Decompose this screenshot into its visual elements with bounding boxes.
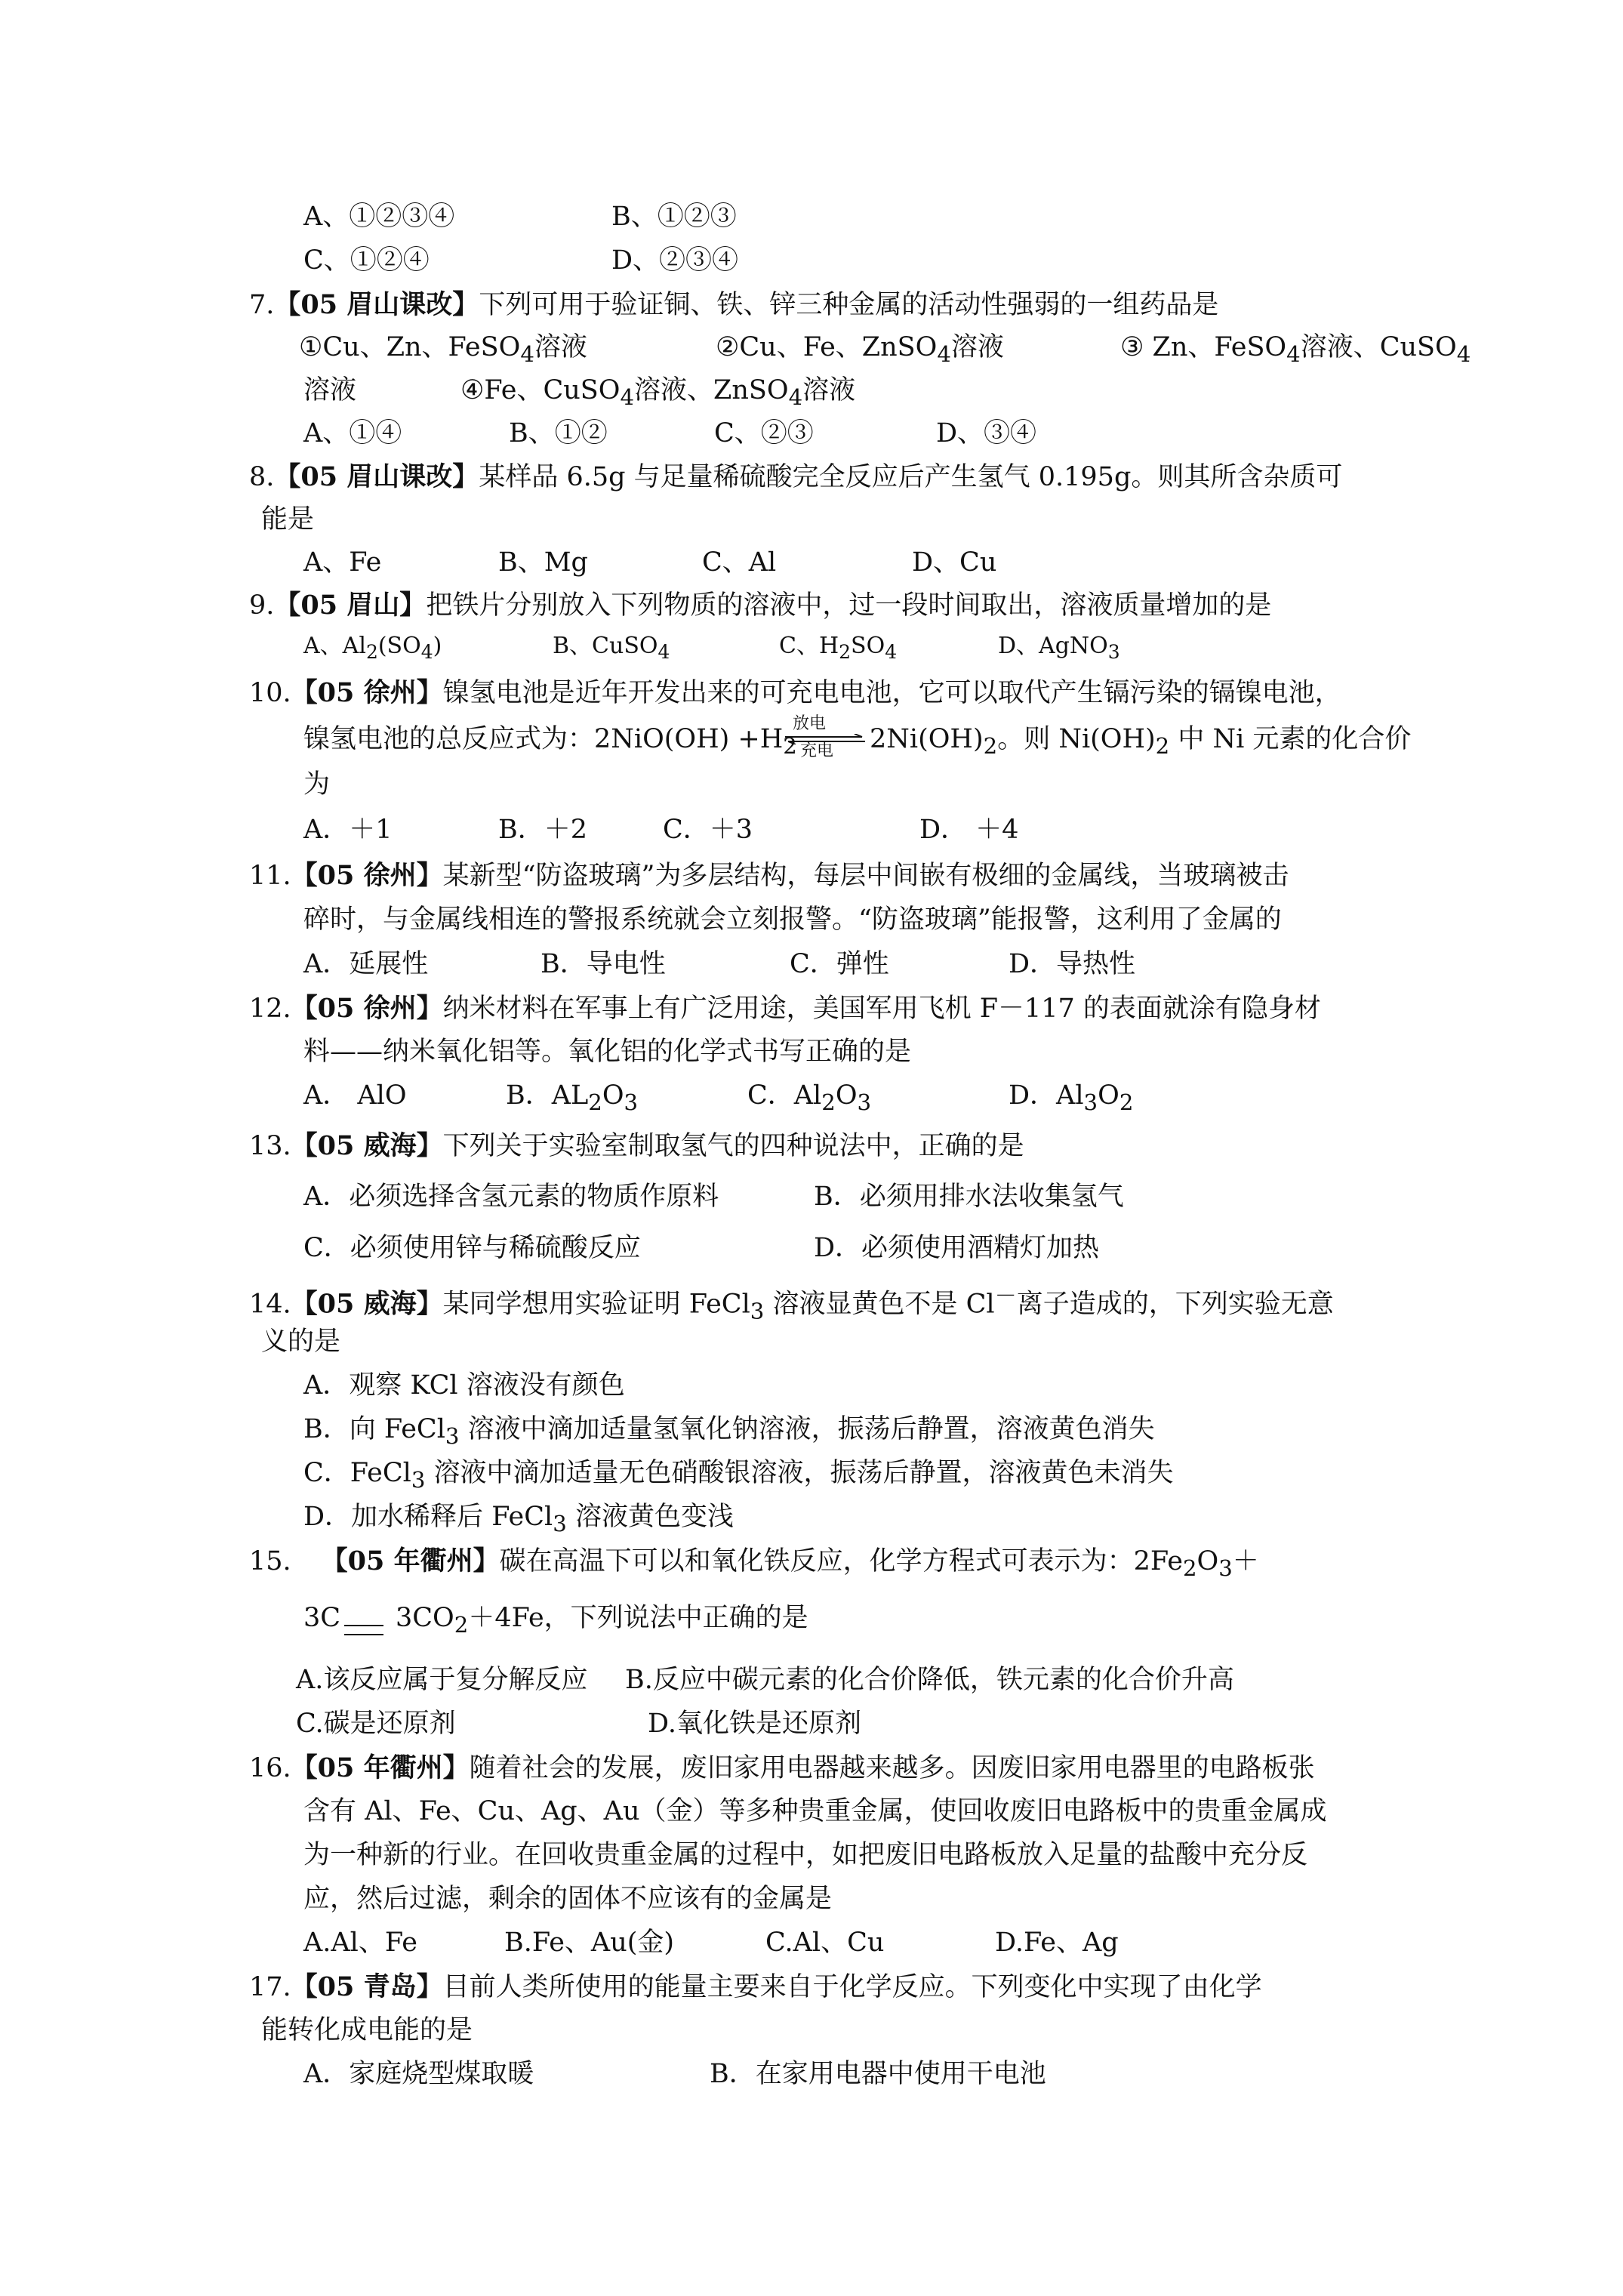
question-source-tag: 【05 眉山课改】	[274, 289, 479, 320]
question-source-tag: 【05 年衢州】	[291, 1752, 470, 1783]
question-number: 16.	[249, 1753, 291, 1783]
q10-option-c: C．＋3	[663, 815, 753, 845]
q11-option-c: C．弹性	[790, 949, 889, 979]
question-number: 11.	[249, 861, 291, 891]
question-stem: 某样品 6.5g 与足量稀硫酸完全反应后产生氢气 0.195g。则其所含杂质可	[479, 462, 1343, 492]
q10-option-b: B．＋2	[498, 815, 587, 845]
q17-option-a: A．家庭烧型煤取暖	[303, 2059, 534, 2089]
question-stem: 某新型“防盗玻璃”为多层结构，每层中间嵌有极细的金属线，当玻璃被击	[442, 861, 1289, 891]
q17-stem-cont: 能转化成电能的是	[261, 2015, 473, 2045]
question-stem: 随着社会的发展，废旧家用电器越来越多。因废旧家用电器里的电路板张	[469, 1753, 1315, 1783]
question-source-tag: 【05 威海】	[291, 1130, 443, 1161]
q12-option-c: C．$Al_2O_3$	[747, 1080, 872, 1115]
question-number: 17.	[249, 1972, 291, 2002]
q15-option-a: A.该反应属于复分解反应	[296, 1665, 588, 1695]
q9-option-d: D、AgNO$_3$	[998, 633, 1120, 663]
q15-option-b: B.反应中碳元素的化合价降低，铁元素的化合价升高	[625, 1665, 1234, 1695]
q12-stem-cont: 料——纳米氧化铝等。氧化铝的化学式书写正确的是	[303, 1037, 912, 1067]
q6-option-b: B、①②③	[611, 202, 737, 232]
q14-option-a: A．观察 KCl 溶液没有颜色	[303, 1370, 625, 1401]
question-source-tag: 【05 徐州】	[291, 860, 443, 891]
q16-option-d: D.Fe、Ag	[995, 1928, 1119, 1958]
q10-stem-cont: 为	[303, 769, 331, 800]
question-number: 13.	[249, 1131, 291, 1161]
question-7	[249, 291, 1218, 319]
q16-stem-line-4: 应，然后过滤，剩余的固体不应该有的金属是	[303, 1884, 833, 1914]
question-stem: 下列可用于验证铜、铁、锌三种金属的活动性强弱的一组药品是	[479, 290, 1219, 320]
q7-reagent-2: ②Cu、Fe、ZnSO$_4$溶液	[716, 332, 1004, 367]
q9-option-a: A、$Al_2(SO_4)$	[303, 633, 442, 663]
q14-option-d: D．加水稀释后 FeCl$_3$ 溶液黄色变浅	[303, 1502, 734, 1536]
question-number: 15.	[249, 1546, 291, 1576]
q10-equation-right: $2Ni(OH)_2$。则 $Ni(OH)_2$ 中 Ni 元素的化合价	[870, 724, 1412, 759]
question-13	[249, 1130, 1024, 1161]
q10-equation-left: 镍氢电池的总反应式为：$2NiO(OH) +H_2$	[303, 724, 797, 759]
q14-option-b: B．向 FeCl$_3$ 溶液中滴加适量氢氧化钠溶液，振荡后静置，溶液黄色消失	[303, 1414, 1155, 1449]
question-stem: 把铁片分别放入下列物质的溶液中，过一段时间取出，溶液质量增加的是	[426, 590, 1272, 621]
question-9	[249, 592, 1271, 619]
question-8	[249, 461, 1343, 492]
question-number: 9.	[249, 590, 275, 621]
q16-stem-line-2: 含有 Al、Fe、Cu、Ag、Au（金）等多种贵重金属，使回收废旧电路板中的贵重金属成	[303, 1796, 1327, 1826]
q11-option-a: A．延展性	[303, 949, 429, 979]
question-source-tag: 【05 威海】	[291, 1288, 443, 1320]
q12-option-a: A． AlO	[303, 1080, 407, 1111]
reversible-reaction-arrow	[784, 716, 867, 761]
question-14: 14.【05 威海】某同学想用实验证明 FeCl$_3$ 溶液显黄色不是 Cl－离子造成的，下列实验无意	[249, 1283, 1334, 1324]
q7-reagent-4: ④Fe、CuSO$_4$溶液、ZnSO$_4$溶液	[460, 375, 856, 410]
question-source-tag: 【05 徐州】	[291, 993, 443, 1024]
q8-stem-cont: 能是	[261, 504, 315, 535]
q13-option-b: B．必须用排水法收集氢气	[814, 1182, 1124, 1212]
q10-option-a: A．＋1	[303, 815, 393, 845]
q15-option-d: D.氧化铁是还原剂	[648, 1709, 861, 1739]
q11-stem-cont: 碎时，与金属线相连的警报系统就会立刻报警。“防盗玻璃”能报警，这利用了金属的	[303, 905, 1282, 935]
question-source-tag: 【05 年衢州】	[321, 1546, 500, 1576]
q6-option-d: D、②③④	[611, 245, 739, 276]
q17-option-b: B．在家用电器中使用干电池	[710, 2059, 1046, 2089]
q15-equation-right: $3CO_2+4Fe$，下列说法中正确的是	[396, 1603, 808, 1638]
q16-option-b: B.Fe、Au(金)	[504, 1928, 675, 1958]
question-12	[249, 995, 1321, 1022]
q7-reagent-1: ①Cu、Zn、FeSO$_4$溶液	[299, 332, 587, 367]
q9-option-c: C、$H_2SO_4$	[779, 633, 898, 663]
question-source-tag: 【05 眉山课改】	[274, 461, 479, 492]
q15-option-c: C.碳是还原剂	[296, 1709, 456, 1739]
question-10	[249, 677, 1341, 708]
q16-option-c: C.Al、Cu	[765, 1928, 885, 1958]
equals-sign-high-temp	[344, 1625, 383, 1635]
q9-option-b: B、CuSO$_4$	[553, 633, 670, 663]
q6-option-c: C、①②④	[303, 245, 430, 276]
q10-option-d: D． ＋4	[919, 815, 1019, 845]
question-number: 14.	[249, 1289, 291, 1320]
q7-option-a: A、①④	[303, 418, 402, 448]
question-number: 8.	[249, 462, 275, 492]
q13-option-d: D．必须使用酒精灯加热	[814, 1233, 1100, 1263]
arrow-label-charge: 充电	[800, 741, 834, 760]
q8-option-d: D、Cu	[912, 547, 997, 578]
q7-reagent-3: ③ Zn、FeSO$_4$溶液、CuSO$_4$	[1120, 332, 1471, 367]
q6-option-a: A、①②③④	[303, 202, 455, 232]
question-11	[249, 862, 1289, 889]
q8-option-b: B、Mg	[498, 547, 588, 578]
q7-option-b: B、①②	[509, 418, 608, 448]
question-source-tag: 【05 徐州】	[291, 677, 443, 708]
question-source-tag: 【05 青岛】	[291, 1971, 443, 2002]
q8-option-a: A、Fe	[303, 547, 382, 578]
question-stem: 镍氢电池是近年开发出来的可充电电池，它可以取代产生镉污染的镉镍电池，	[442, 678, 1341, 708]
q14-stem-cont: 义的是	[261, 1327, 341, 1357]
q16-stem-line-3: 为一种新的行业。在回收贵重金属的过程中，如把废旧电路板放入足量的盐酸中充分反	[303, 1840, 1308, 1870]
question-16	[249, 1752, 1315, 1783]
question-number: 7.	[249, 290, 275, 320]
q12-option-d: D．$Al_3O_2$	[1009, 1080, 1134, 1115]
q7-option-c: C、②③	[714, 418, 814, 448]
q13-option-a: A．必须选择含氢元素的物质作原料	[303, 1182, 719, 1212]
question-stem: 纳米材料在军事上有广泛用途，美国军用飞机 F－117 的表面就涂有隐身材	[442, 994, 1321, 1024]
question-17	[249, 1971, 1262, 2002]
q11-option-b: B．导电性	[540, 949, 666, 979]
q8-option-c: C、Al	[702, 547, 777, 578]
q14-option-c: C．FeCl$_3$ 溶液中滴加适量无色硝酸银溶液，振荡后静置，溶液黄色未消失	[303, 1458, 1174, 1493]
q7-option-d: D、③④	[936, 418, 1037, 448]
q13-option-c: C．必须使用锌与稀硫酸反应	[303, 1233, 641, 1263]
question-15: 15. 【05 年衢州】碳在高温下可以和氧化铁反应，化学方程式可表示为：$2Fe_2O_3+$	[249, 1546, 1259, 1581]
q12-option-b: B．$AL_2O_3$	[506, 1080, 639, 1115]
arrow-label-discharge: 放电	[793, 714, 827, 733]
question-number: 12.	[249, 994, 291, 1024]
question-stem: 下列关于实验室制取氢气的四种说法中，正确的是	[442, 1131, 1024, 1161]
question-number: 10.	[249, 678, 291, 708]
q11-option-d: D．导热性	[1009, 949, 1136, 979]
question-source-tag: 【05 眉山】	[274, 590, 427, 621]
q15-equation-left: 3C	[303, 1603, 341, 1633]
question-stem: 目前人类所使用的能量主要来自于化学反应。下列变化中实现了由化学	[442, 1972, 1262, 2002]
q16-option-a: A.Al、Fe	[303, 1928, 417, 1958]
q7-reagent-3-cont: 溶液	[303, 375, 357, 405]
